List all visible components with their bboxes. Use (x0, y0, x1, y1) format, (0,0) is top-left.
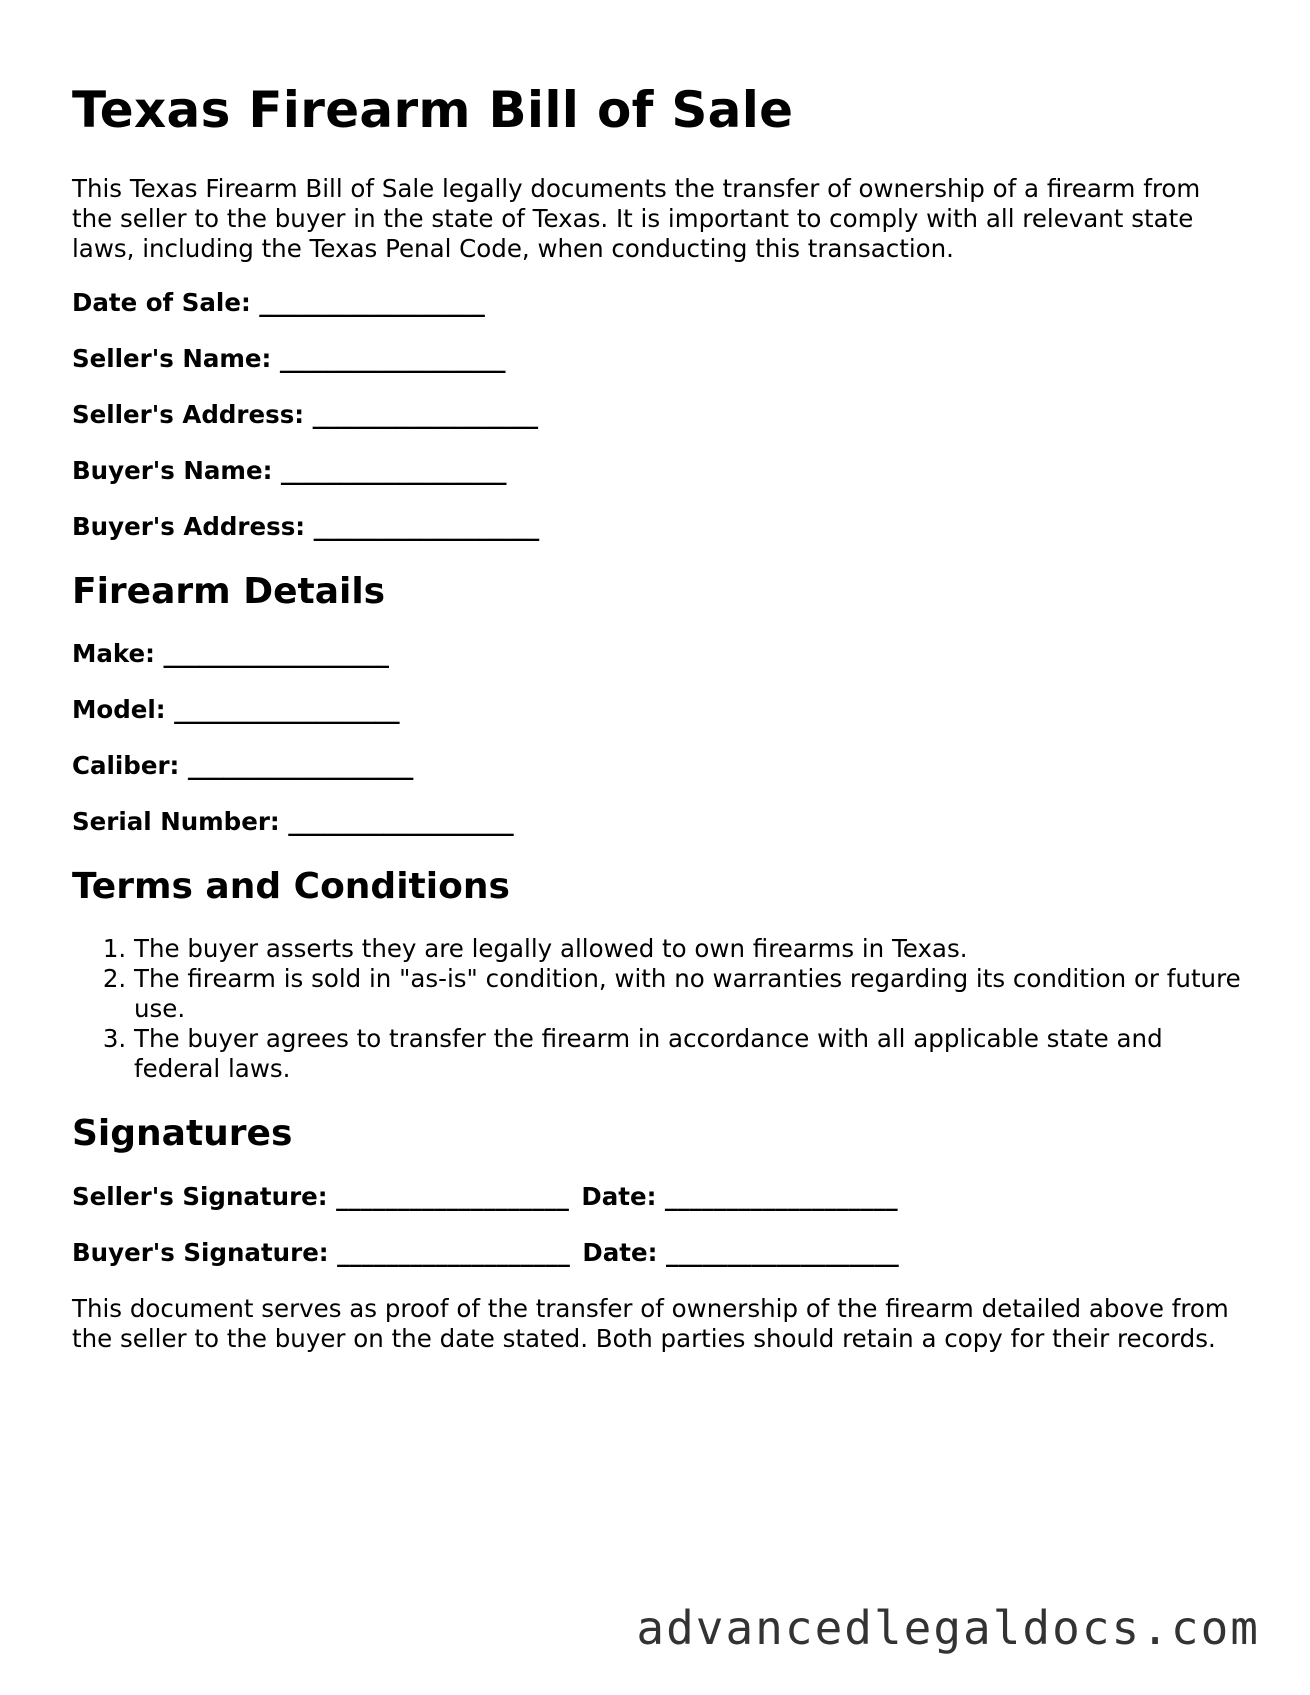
intro-paragraph: This Texas Firearm Bill of Sale legally documents the transfer of ownership of a firearm from the seller to the buyer in the state of Texas. It is important to comply with all relevant state laws, including the Texas Penal Code, when conducting this transaction. (72, 174, 1201, 263)
field-seller-address (72, 400, 1242, 430)
field-label: Seller's Name: (72, 344, 272, 373)
field-seller-name (72, 344, 1242, 374)
blank-line[interactable]: ___________________ (279, 344, 506, 373)
field-date-of-sale (72, 288, 1242, 318)
closing-paragraph: This document serves as proof of the transfer of ownership of the firearm detailed above from the seller to the buyer on the date stated. Both parties should retain a copy for their records. (72, 1293, 1229, 1353)
date-blank-line[interactable]: ___________________ (665, 1237, 899, 1267)
document-page (72, 80, 1242, 1354)
date-label: Date: (581, 1181, 657, 1211)
buyer-signature-row (72, 1238, 1242, 1268)
field-label: Seller's Address: (72, 400, 305, 429)
blank-line[interactable]: ___________________ (312, 400, 538, 429)
field-make (72, 639, 1242, 669)
terms-item: 3. The buyer agrees to transfer the firearm in accordance with all applicable state and federal laws. (134, 1024, 1242, 1084)
field-label: Caliber: (72, 751, 180, 781)
blank-line[interactable]: ___________________ (163, 639, 389, 669)
signatures-heading: Signatures (72, 1113, 293, 1155)
field-label: Serial Number: (72, 807, 280, 837)
field-buyer-address (72, 512, 1242, 542)
blank-line[interactable]: ___________________ (259, 288, 485, 317)
seller-signature-row (72, 1182, 1242, 1212)
document-title: Texas Firearm Bill of Sale (72, 81, 794, 139)
signature-label: Seller's Signature: (72, 1181, 328, 1211)
watermark-text: advancedlegaldocs.com (636, 1601, 1260, 1655)
field-label: Buyer's Address: (72, 512, 306, 541)
field-label: Buyer's Name: (72, 456, 273, 485)
field-buyer-name (72, 456, 1242, 486)
field-serial-number (72, 807, 1242, 837)
date-label: Date: (582, 1237, 658, 1267)
signature-blank-line[interactable]: ___________________ (336, 1181, 569, 1211)
terms-list (72, 934, 1242, 1084)
field-label: Make: (72, 639, 155, 669)
blank-line[interactable]: ___________________ (187, 751, 414, 781)
terms-item: 1. The buyer asserts they are legally allowed to own firearms in Texas. (134, 934, 1242, 964)
field-model (72, 695, 1242, 725)
field-label: Date of Sale: (72, 288, 251, 317)
blank-line[interactable]: ___________________ (313, 512, 539, 541)
firearm-details-heading: Firearm Details (72, 571, 386, 612)
blank-line[interactable]: ___________________ (174, 695, 400, 725)
signature-blank-line[interactable]: ___________________ (337, 1237, 570, 1267)
field-label: Model: (72, 695, 166, 725)
terms-item: 2. The firearm is sold in "as-is" condition, with no warranties regarding its condition or future use. (134, 964, 1242, 1024)
field-caliber (72, 751, 1242, 781)
date-blank-line[interactable]: ___________________ (664, 1181, 898, 1211)
terms-heading: Terms and Conditions (72, 866, 510, 908)
blank-line[interactable]: ___________________ (280, 456, 507, 485)
signature-label: Buyer's Signature: (72, 1237, 329, 1267)
blank-line[interactable]: ___________________ (288, 807, 514, 837)
